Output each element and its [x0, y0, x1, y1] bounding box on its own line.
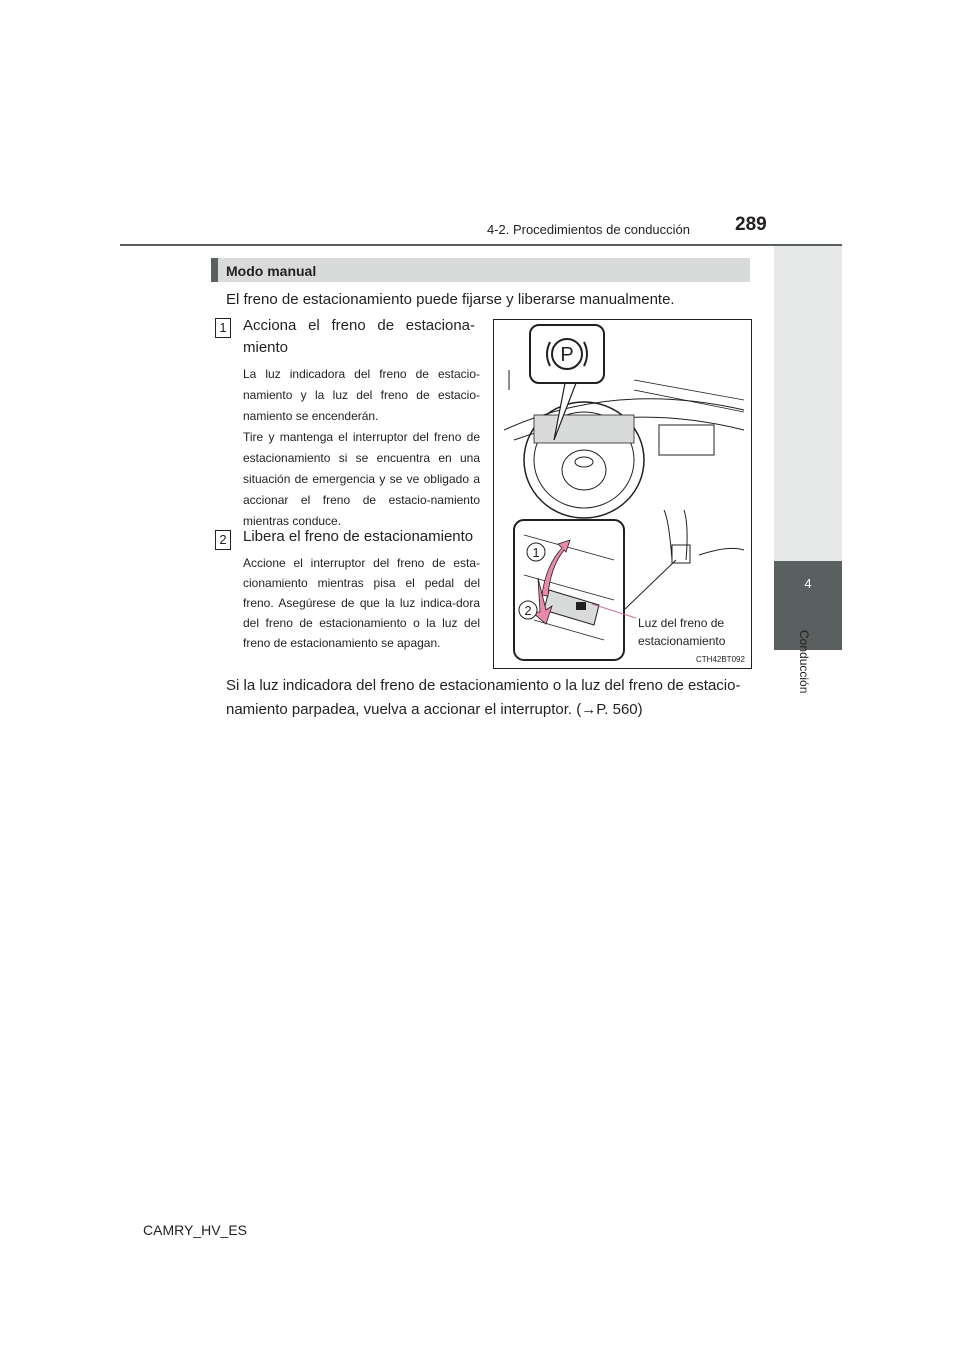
marker-2-label: 2	[524, 603, 532, 618]
step-2-title: Libera el freno de estacionamiento	[243, 528, 474, 545]
side-tab-number: 4	[804, 576, 812, 591]
step-2-description: Accione el interruptor del freno de esta-cionamiento mientras pisa el pedal del freno. Asegúrese de que la luz indica-dora del freno de estacionamiento o la luz del freno de estacionamiento se apagan.	[243, 556, 480, 650]
step-2-number: 2	[215, 530, 231, 550]
marker-2	[519, 601, 537, 619]
parking-brake-symbol: P	[560, 344, 574, 366]
page-number: 289	[735, 214, 767, 235]
steering-wheel-shape	[524, 402, 644, 518]
figure-caption: Luz del freno de estacionamiento	[638, 616, 726, 648]
display-screen-shape	[659, 425, 714, 455]
header-rule	[120, 244, 842, 246]
figure-code: CTH42BT092	[696, 655, 745, 664]
header-section-title: 4-2. Procedimientos de conducción	[486, 222, 690, 237]
intro-text: El freno de estacionamiento puede fijarse y liberarse manualmente.	[226, 291, 675, 308]
step-1-number: 1	[215, 318, 231, 338]
footer-code: CAMRY_HV_ES	[143, 1222, 248, 1238]
side-tab-label-text: Conducción	[797, 630, 811, 694]
marker-1-label: 1	[532, 545, 540, 560]
section-title: Modo manual	[226, 263, 317, 279]
section-header-accent	[211, 258, 218, 282]
step-1-title: Acciona el freno de estaciona-miento	[243, 317, 475, 356]
marker-1	[527, 543, 545, 561]
step-1-description: La luz indicadora del freno de estacio-namiento y la luz del freno de estacio-namiento se encenderán. Tire y mantenga el interruptor del freno de estacionamiento si se encuentra en una situación de emergencia y se ve obligado a accionar el freno de estacio-namiento mientras conduce.	[243, 367, 480, 528]
note-text: Si la luz indicadora del freno de estacionamiento o la luz del freno de estacio-namiento parpadea, vuelva a accionar el interruptor. (→P. 560)	[226, 677, 741, 718]
side-tab-background	[774, 246, 842, 561]
side-tab-label	[795, 630, 815, 740]
